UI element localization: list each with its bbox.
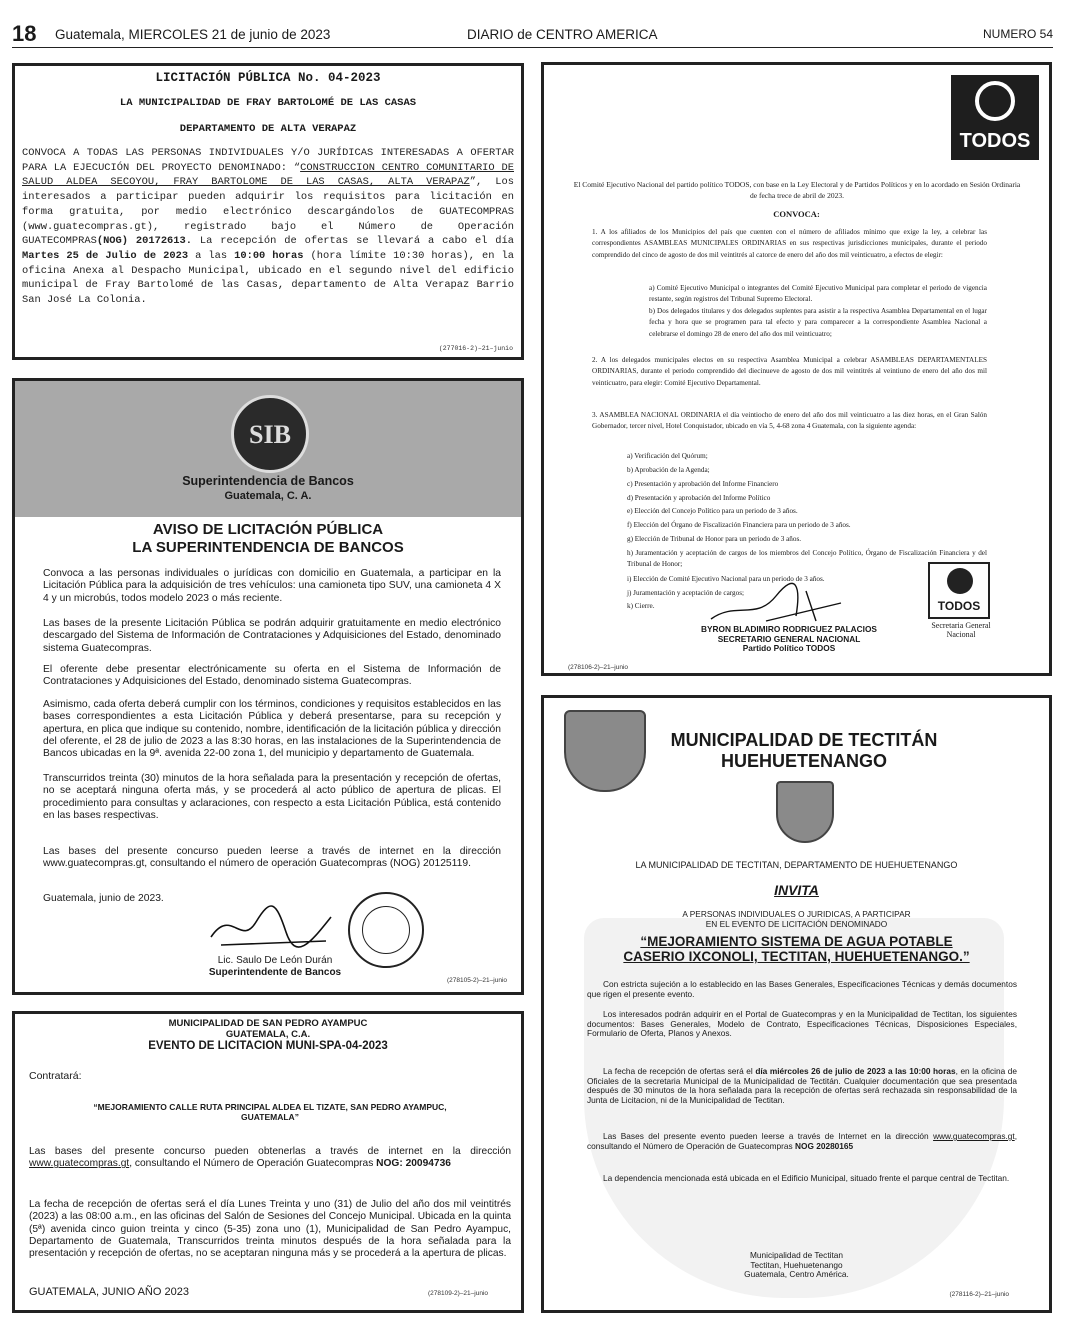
agenda-item: f) Elección del Órgano de Fiscalización Financiera para un periodo de 3 años. <box>627 521 851 529</box>
shield-left-icon <box>564 710 646 792</box>
ad-title: LICITACIÓN PÚBLICA No. 04-2023 <box>155 71 381 85</box>
paragraph: Convoca a las personas individuales o jurídicas con domicilio en Guatemala, a participar en la Licitación Pública para la adquisición de tres vehículos: una camioneta tipo SUV, una camioneta 4 X 4 y un microbús, todos modelo 2023 o más reciente. <box>43 568 501 604</box>
org-city: Guatemala, C. A. <box>224 490 312 502</box>
ad-org: MUNICIPALIDAD DE SAN PEDRO AYAMPUC <box>168 1018 368 1029</box>
ad-footer: GUATEMALA, JUNIO AÑO 2023 <box>29 1286 189 1298</box>
paragraph: Asimismo, cada oferta deberá cumplir con los términos, condiciones y requisitos establecidos en las bases correspondientes a esta Licitación Pública y deberá presentarse, para su recepción y apertura, en plica que indique su contenido, nombre, identificación de la licitación pública y dirección del oferente, el 28 de julio de 2023 a las 8:30 horas, en las instalaciones de la Superintendencia de Bancos ubicadas en la 9ª. avenida 22-00 zona 1, del municipio y departamento de Guatemala. <box>43 699 501 760</box>
agenda-item: d) Presentación y aprobación del Informe Político <box>627 494 771 502</box>
ad-ref: (278105-2)–21–junio <box>447 977 507 984</box>
seal-icon <box>348 892 424 968</box>
ad-san-pedro-ayampuc <box>12 1011 524 1313</box>
ad-footer: Municipalidad de Tectitan Tectitan, Huehuetenango Guatemala, Centro América. <box>744 1250 849 1280</box>
paragraph: Los interesados podrán adquirir en el Portal de Guatecompras y en la Municipalidad de Tectitan, los siguientes documentos: Bases Generales, Modelo de Contrato, Especificaciones Técnicas, Disposiciones Especiales, Formulario de Oferta, Planos y Anexos. <box>587 1009 1017 1039</box>
ad-title: MUNICIPALIDAD DE TECTITÁN HUEHUETENANGO <box>670 730 938 771</box>
agenda-item: h) Juramentación y aceptación de cargos de los miembros del Concejo Político, Órgano de Fiscalización Financiera y del Tribunal de Honor; <box>627 549 987 569</box>
ad-title: AVISO DE LICITACIÓN PÚBLICA LA SUPERINTENDENCIA DE BANCOS <box>132 521 404 556</box>
agenda-item: e) Elección del Concejo Político para un periodo de 3 años. <box>627 507 798 515</box>
todos-logo-icon: TODOS <box>951 75 1039 160</box>
signatory: BYRON BLADIMIRO RODRIGUEZ PALACIOS SECRETARIO GENERAL NACIONAL Partido Político TODOS <box>701 624 877 653</box>
agenda-item: g) Elección de Tribunal de Honor para un periodo de 3 años. <box>627 535 802 543</box>
ad-superintendencia-bancos <box>12 378 524 995</box>
convoca-heading: CONVOCA: <box>773 209 820 219</box>
ad-dept: DEPARTAMENTO DE ALTA VERAPAZ <box>179 123 357 135</box>
watermark-shield-icon <box>584 918 1004 1298</box>
agenda-item: c) Presentación y aprobación del Informe Financiero <box>627 480 779 488</box>
ad-fray-bartolome <box>12 63 524 360</box>
invita-heading: INVITA <box>774 882 819 898</box>
ad-partido-todos <box>541 62 1052 676</box>
item-3: 3. ASAMBLEA NACIONAL ORDINARIA el día veintiocho de enero del año dos mil veinticuatro a las diez horas, en el Gran Salón Gobernador, tercer nivel, Hotel Conquistador, ubicado en vía 5, 4-68 zona 4 Guatemala, con la siguiente agenda: <box>592 411 987 431</box>
agenda-item: a) Verificación del Quórum; <box>627 452 708 460</box>
paragraph: Las bases del presente concurso pueden leerse a través de internet en la dirección www.guatecompras.gt, consultando el número de operación Guatecompras (NOG) 20125119. <box>43 846 501 870</box>
ad-municipalidad-tectitan <box>541 695 1052 1313</box>
paragraph: La fecha de recepción de ofertas será el día Lunes Treinta y uno (31) de Julio del año dos mil veintitrés (2023) a las 08:00 a.m., en las oficinas del Salón de Sesiones del Concejo Municipal. Ubicada en la quinta (5ª) avenida cinco guion treinta y cinco (5-35) zona uno (1), Municipalidad de San Pedro Ayampuc, Departamento de Guatemala, Transcurridos treinta minutos después de la hora señalada para la presentación y recepción de ofertas, no se aceptaran ninguna más y se procederá a la apertura de plicas. <box>29 1199 511 1260</box>
ad-ref: (278106-2)–21–junio <box>568 664 628 671</box>
page-number: 18 <box>12 21 37 46</box>
paragraph-date: Guatemala, junio de 2023. <box>43 893 164 904</box>
nog-number: (NOG) 20172613. <box>96 235 193 248</box>
project-name: “MEJORAMIENTO CALLE RUTA PRINCIPAL ALDEA EL TIZATE, SAN PEDRO AYAMPUC, GUATEMALA” <box>93 1102 447 1122</box>
project-name: CONSTRUCCION CENTRO COMUNITARIO DE SALUD ALDEA SECOYOU, FRAY BARTOLOME DE LAS CASAS, ALTA VERAPAZ <box>22 161 514 189</box>
ad-ref: (277016-2)–21–junio <box>438 345 513 352</box>
agenda-item: k) Cierre. <box>627 602 655 610</box>
issue-number: NUMERO 54 <box>982 27 1053 41</box>
item-1: 1. A los afiliados de los Municipios del país que cuenten con el número de afiliados mínimo que exige la ley, a celebrar las correspondientes ASAMBLEAS MUNICIPALES ORDINARIAS en sus respectivas jurisdicciones municipales, durante el periodo comprendido del cinco de agosto de dos mil veintitrés al catorce de enero del año dos mil veinticuatro, a efectos de elegir: <box>592 228 987 259</box>
agenda-item: b) Aprobación de la Agenda; <box>627 466 710 474</box>
sib-logo-icon: SIB <box>231 395 309 473</box>
paragraph: El oferente debe presentar electrónicamente su oferta en el Sistema de Información de Contrataciones y Adquisiciones del Estado, denominado sistema Guatecompras. <box>43 664 501 688</box>
paragraph: La fecha de recepción de ofertas será el día miércoles 26 de julio de 2023 a las 10:00 horas, en la oficina de Oficiales de la secretaria Municipal de la Municipalidad de Tectitán. Cualquier documentación que sea presentada después de 30 minutos de la hora señalada para la recepción de ofertas será rechazada sin responsabilidad de la Junta de Licitacion, ni de la Municipalidad de Tectitan. <box>587 1066 1017 1105</box>
nog-number: NOG 20280165 <box>795 1140 854 1151</box>
item-1a: a) Comité Ejecutivo Municipal o integrantes del Comité Ejecutivo Municipal para completar el periodo de vigencia restante, según registros del Tribunal Supremo Electoral. <box>649 284 987 304</box>
newspaper-name: DIARIO de CENTRO AMERICA <box>467 27 658 42</box>
paragraph: Las bases del presente concurso pueden obtenerlas a través de internet en la dirección www.guatecompras.gt, consultando el Número de Operación Guatecompras NOG: 20094736 <box>29 1146 511 1170</box>
signature-icon <box>201 897 341 955</box>
ad-country: GUATEMALA, C.A. <box>225 1029 311 1040</box>
item-2: 2. A los delegados municipales electos en su respectiva Asamblea Municipal a celebrar ASAMBLEAS DEPARTAMENTALES ORDINARIAS, durante el periodo comprendido del diecinueve de agosto de dos mil veintitrés al veintiuno de enero del año dos mil veinticuatro, para elegir: Comité Ejecutivo Departamental. <box>592 356 987 387</box>
signature-icon <box>706 581 846 629</box>
signatory: Lic. Saulo De León Durán Superintendente de Bancos <box>208 955 342 978</box>
guatecompras-link[interactable]: www.guatecompras.gt <box>29 1158 130 1170</box>
municipality-line: LA MUNICIPALIDAD DE TECTITAN, DEPARTAMENTO DE HUEHUETENANGO <box>635 860 958 870</box>
secretaria-stamp: Secretaria General Nacional <box>931 621 991 639</box>
ad-ref: (278109-2)–21–junio <box>428 1290 488 1297</box>
nog-number: NOG: 20094736 <box>376 1158 451 1170</box>
contratara-label: Contratará: <box>29 1070 82 1082</box>
agenda-item: j) Juramentación y aceptación de cargos; <box>627 589 745 597</box>
paragraph: Con estricta sujeción a lo establecido en las Bases Generales, Especificaciones Técnicas y demás documentos que rigen el presente evento. <box>587 979 1017 999</box>
paragraph: Las bases de la presente Licitación Pública se podrán adquirir gratuitamente en medio electrónico descargado del Sistema de Información de Contrataciones y Adquisiciones del Estado, denominado sistema Guatecompras. <box>43 618 501 654</box>
paragraph: Las Bases del presente evento pueden leerse a través de Internet en la dirección www.guatecompras.gt, consultando el Número de Operación de Guatecompras NOG 20280165 <box>587 1131 1017 1151</box>
ad-title: EVENTO DE LICITACION MUNI-SPA-04-2023 <box>148 1040 388 1052</box>
shield-center-icon <box>776 781 834 843</box>
todos-logo-small-icon: TODOS <box>928 562 990 619</box>
paragraph: Transcurridos treinta (30) minutos de la hora señalada para la presentación y recepción de ofertas, no se aceptará ninguna oferta más, y se procederá al acto público de apertura de plicas. El procedimiento para consultas y aclaraciones, con respecto a esta Licitación Pública, está contenido en las bases respectivas. <box>43 773 501 821</box>
ad-ref: (278116-2)–21–junio <box>949 1291 1009 1298</box>
org-name: Superintendencia de Bancos <box>182 474 354 488</box>
ad-org: LA MUNICIPALIDAD DE FRAY BARTOLOMÉ DE LAS CASAS <box>119 97 417 109</box>
header-date: Guatemala, MIERCOLES 21 de junio de 2023 <box>55 27 331 42</box>
item-1b: b) Dos delegados titulares y dos delegados suplentes para asistir a la respectiva Asamblea Departamental en el lugar fecha y hora que se programen para tal efecto y para comparecer a la correspondiente Asamblea Nacional a celebrarse el domingo 28 de enero del año dos mil veinticuatro; <box>649 307 987 338</box>
agenda-item: i) Elección de Comité Ejecutivo Nacional para un periodo de 3 años. <box>627 575 825 583</box>
intro: El Comité Ejecutivo Nacional del partido político TODOS, con base en la Ley Electoral y de Partidos Políticos y en lo acordado en Sesión Ordinaria de fecha trece de abril de 2023. <box>573 180 1021 200</box>
paragraph: La dependencia mencionada está ubicada en el Edificio Municipal, situado frente el parque central de Tectitan. <box>603 1173 1010 1183</box>
ad-body: CONVOCA A TODAS LAS PERSONAS INDIVIDUALES Y/O JURÍDICAS INTERESADAS A OFERTAR PARA LA EJECUCIÓN DEL PROYECTO DENOMINADO: “CONSTRUCCION CENTRO COMUNITARIO DE SALUD ALDEA SECOYOU, FRAY BARTOLOME DE LAS CASAS, ALTA VERAPAZ”, Los interesados a participar pueden adquirir los requisitos para licitación en forma gratuita, por medio electrónico descargándolos de GUATECOMPRAS (www.guatecompras.gt), registrado bajo el Número de Operación GUATECOMPRAS(NOG) 20172613. La recepción de ofertas se llevará a cabo el día Martes 25 de Julio de 2023 a las 10:00 horas (hora límite 10:30 horas), en la oficina Anexa al Despacho Municipal, ubicado en el segundo nivel del edificio municipal de Fray Bartolomé de las Casas, departamento de Alta Verapaz Barrio San José La Colonia. <box>22 147 515 307</box>
invitation-text: A PERSONAS INDIVIDUALES O JURIDICAS, A PARTICIPAR EN EL EVENTO DE LICITACIÓN DENOMINADO <box>682 909 911 929</box>
project-name: “MEJORAMIENTO SISTEMA DE AGUA POTABLE CASERIO IXCONOLI, TECTITAN, HUEHUETENANGO.” <box>623 934 970 964</box>
page-header <box>12 22 1053 48</box>
guatecompras-link[interactable]: www.guatecompras.gt <box>933 1131 1015 1141</box>
